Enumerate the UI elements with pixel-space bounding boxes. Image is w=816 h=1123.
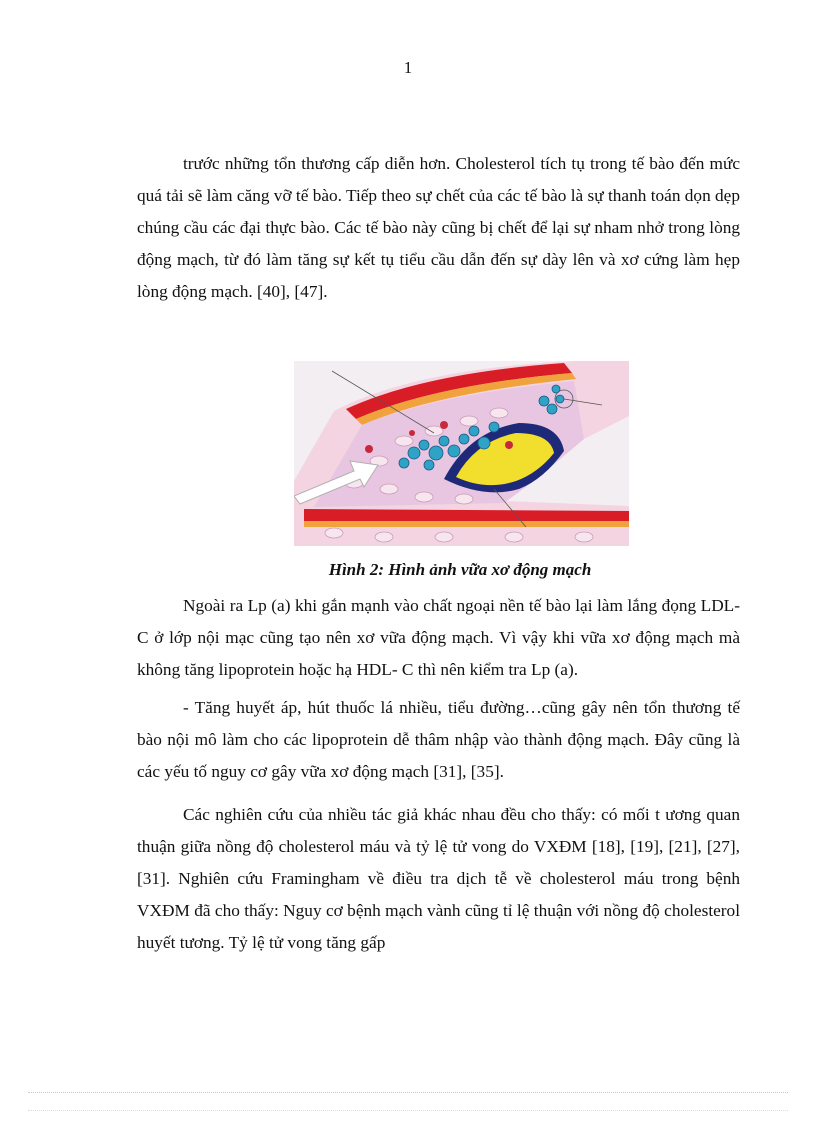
- figure-caption: Hình 2: Hình ảnh vữa xơ động mạch: [328, 560, 592, 579]
- footer-divider: [28, 1092, 788, 1093]
- paragraph-1: trước những tổn thương cấp diễn hơn. Cholesterol tích tụ trong tế bào đến mức quá tải sẽ làm căng vỡ tế bào. Tiếp theo sự chết của các tế bào là sự thanh toán dọn dẹp chúng cầu các đại thực bào. Các tế bào này cũng bị chết để lại sự nham nhở trong lòng động mạch, từ đó làm tăng sự kết tụ tiểu cầu dẫn đến sự dày lên và xơ cứng làm hẹp lòng động mạch. [40], [47].: [137, 154, 740, 301]
- artery-illustration: [294, 361, 629, 546]
- paragraph-3: - Tăng huyết áp, hút thuốc lá nhiều, tiểu đường…cũng gây nên tổn thương tế bào nội mô làm cho các lipoprotein dễ thâm nhập vào thành động mạch. Đây cũng là các yếu tố nguy cơ gây vữa xơ động mạch [31], [35].: [137, 698, 740, 781]
- footer-divider-2: [28, 1110, 788, 1111]
- paragraph-2: Ngoài ra Lp (a) khi gắn mạnh vào chất ngoại nền tế bào lại làm lắng đọng LDL- C ở lớp nội mạc cũng tạo nên xơ vữa động mạch. Vì vậy khi vữa xơ động mạch mà không tăng lipoprotein hoặc hạ HDL- C thì nên kiểm tra Lp (a).: [137, 596, 740, 679]
- page-number: 1: [403, 58, 413, 77]
- paragraph-4: Các nghiên cứu của nhiều tác giả khác nhau đều cho thấy: có mối t ương quan thuận giữa nồng độ cholesterol máu và tỷ lệ tử vong do VXĐM [18], [19], [21], [27], [31]. Nghiên cứu Framingham về điều tra dịch tễ về cholesterol máu trong bệnh VXĐM đã cho thấy: Nguy cơ bệnh mạch vành cũng tỉ lệ thuận với nồng độ cholesterol huyết tương. Tỷ lệ tử vong tăng gấp: [137, 805, 740, 952]
